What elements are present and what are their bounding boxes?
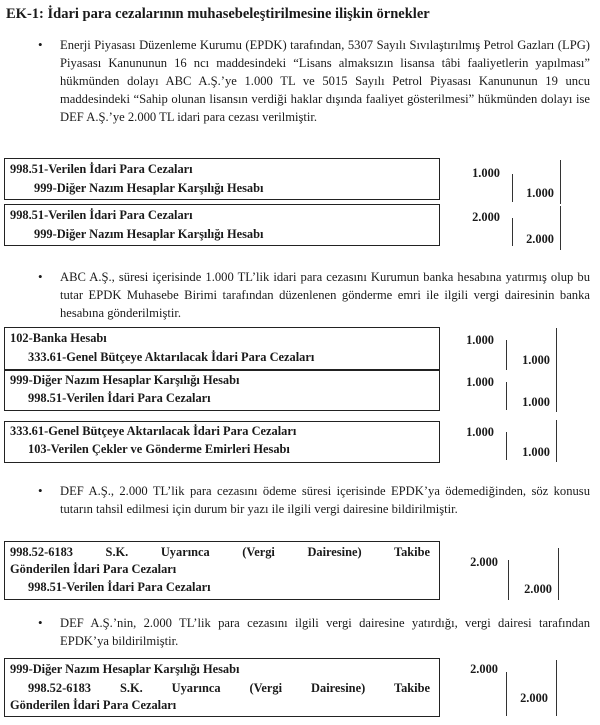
paragraph-4 xyxy=(38,614,590,650)
entry-2-credit-amount: 2.000 xyxy=(526,232,554,246)
paragraph-2 xyxy=(38,268,590,322)
entry-6-debit-amount: 2.000 xyxy=(470,555,498,569)
paragraph-1 xyxy=(38,36,590,126)
column-divider xyxy=(560,160,561,204)
column-divider xyxy=(556,328,557,372)
entry-1-credit-amount: 1.000 xyxy=(526,186,554,200)
paragraph-3 xyxy=(38,482,590,518)
paragraph-3-text: DEF A.Ş., 2.000 TL’lik para cezasını ödeme süresi içerisinde EPDK’ya ödemediğinden, söz konusu tutarın tahsil edilmesi için durum bir yazı ile ilgili vergi dairesine bildirilmiştir. xyxy=(60,484,590,516)
entry-6-debit-account-line-2: Gönderilen İdari Para Cezaları xyxy=(10,562,177,576)
entry-7-credit-account-line-1: 998.52-6183 S.K. Uyarınca (Vergi Dairesine) Takibe xyxy=(28,681,430,695)
entry-7-credit-account-line-2: Gönderilen İdari Para Cezaları xyxy=(10,698,177,712)
entry-1-debit-account: 998.51-Verilen İdari Para Cezaları xyxy=(10,162,193,176)
bullet-icon: • xyxy=(38,269,43,284)
entry-4-debit-amount: 1.000 xyxy=(466,375,494,389)
paragraph-4-text: DEF A.Ş.’nin, 2.000 TL’lik para cezasını ilgili vergi dairesine yatırdığı, vergi dairesi tarafından EPDK’ya bildirilmiştir. xyxy=(60,616,590,648)
entry-2-debit-account: 998.51-Verilen İdari Para Cezaları xyxy=(10,208,193,222)
entry-7-debit-account: 999-Diğer Nazım Hesaplar Karşılığı Hesabı xyxy=(10,662,240,676)
entry-1-debit-amount: 1.000 xyxy=(472,166,500,180)
column-divider xyxy=(512,218,513,246)
entry-4-credit-amount: 1.000 xyxy=(522,395,550,409)
column-divider xyxy=(560,206,561,250)
entry-3-debit-amount: 1.000 xyxy=(466,333,494,347)
entry-4-credit-account: 998.51-Verilen İdari Para Cezaları xyxy=(28,391,211,405)
column-divider xyxy=(506,672,507,716)
entry-5-credit-amount: 1.000 xyxy=(522,445,550,459)
bullet-icon: • xyxy=(38,37,43,52)
entry-4-debit-account: 999-Diğer Nazım Hesaplar Karşılığı Hesabı xyxy=(10,373,240,387)
entry-6-credit-amount: 2.000 xyxy=(524,582,552,596)
entry-5-credit-account: 103-Verilen Çekler ve Gönderme Emirleri Hesabı xyxy=(28,442,290,456)
entry-5-debit-account: 333.61-Genel Bütçeye Aktarılacak İdari Para Cezaları xyxy=(10,424,297,438)
entry-2-debit-amount: 2.000 xyxy=(472,210,500,224)
column-divider xyxy=(556,370,557,412)
entry-1-credit-account: 999-Diğer Nazım Hesaplar Karşılığı Hesabı xyxy=(34,181,264,195)
column-divider xyxy=(508,560,509,600)
column-divider xyxy=(558,548,559,600)
bullet-icon: • xyxy=(38,483,43,498)
column-divider xyxy=(512,174,513,202)
entry-3-debit-account: 102-Banka Hesabı xyxy=(10,331,107,345)
entry-6-credit-account: 998.51-Verilen İdari Para Cezaları xyxy=(28,580,211,594)
column-divider xyxy=(506,382,507,410)
entry-5-debit-amount: 1.000 xyxy=(466,425,494,439)
bullet-icon: • xyxy=(38,615,43,630)
paragraph-1-text: Enerji Piyasası Düzenleme Kurumu (EPDK) tarafından, 5307 Sayılı Sıvılaştırılmış Petrol Gazları (LPG) Piyasası Kanununun 16 ncı maddesindeki “Lisans almaksızın lisansa tâbi faaliyetlerin yapılması” hükmünden dolayı ABC A.Ş.’ye 1.000 TL ve 5015 Sayılı Petrol Piyasası Kanununun 19 uncu maddesindeki “Sahip olunan lisansın verdiği haklar dışında faaliyet gösterilmesi” hükmünden dolayı ise DEF A.Ş.’ye 2.000 TL idari para cezası verilmiştir. xyxy=(60,38,590,124)
entry-7-debit-amount: 2.000 xyxy=(470,662,498,676)
entry-2-credit-account: 999-Diğer Nazım Hesaplar Karşılığı Hesabı xyxy=(34,227,264,241)
entry-6-debit-account-line-1: 998.52-6183 S.K. Uyarınca (Vergi Dairesine) Takibe xyxy=(10,545,430,559)
column-divider xyxy=(506,432,507,460)
column-divider xyxy=(556,420,557,462)
entry-3-credit-account: 333.61-Genel Bütçeye Aktarılacak İdari Para Cezaları xyxy=(28,350,315,364)
column-divider xyxy=(506,340,507,370)
entry-7-credit-amount: 2.000 xyxy=(520,691,548,705)
page-title: EK-1: İdari para cezalarının muhasebeleştirilmesine ilişkin örnekler xyxy=(6,6,430,22)
entry-3-credit-amount: 1.000 xyxy=(522,353,550,367)
column-divider xyxy=(556,660,557,716)
paragraph-2-text: ABC A.Ş., süresi içerisinde 1.000 TL’lik idari para cezasını Kurumun banka hesabına yatırmış olup bu tutar EPDK Muhasebe Birimi tarafından düzenlenen gönderme emri ile ilgili vergi dairesinin banka hesabına gönderilmiştir. xyxy=(60,270,590,320)
